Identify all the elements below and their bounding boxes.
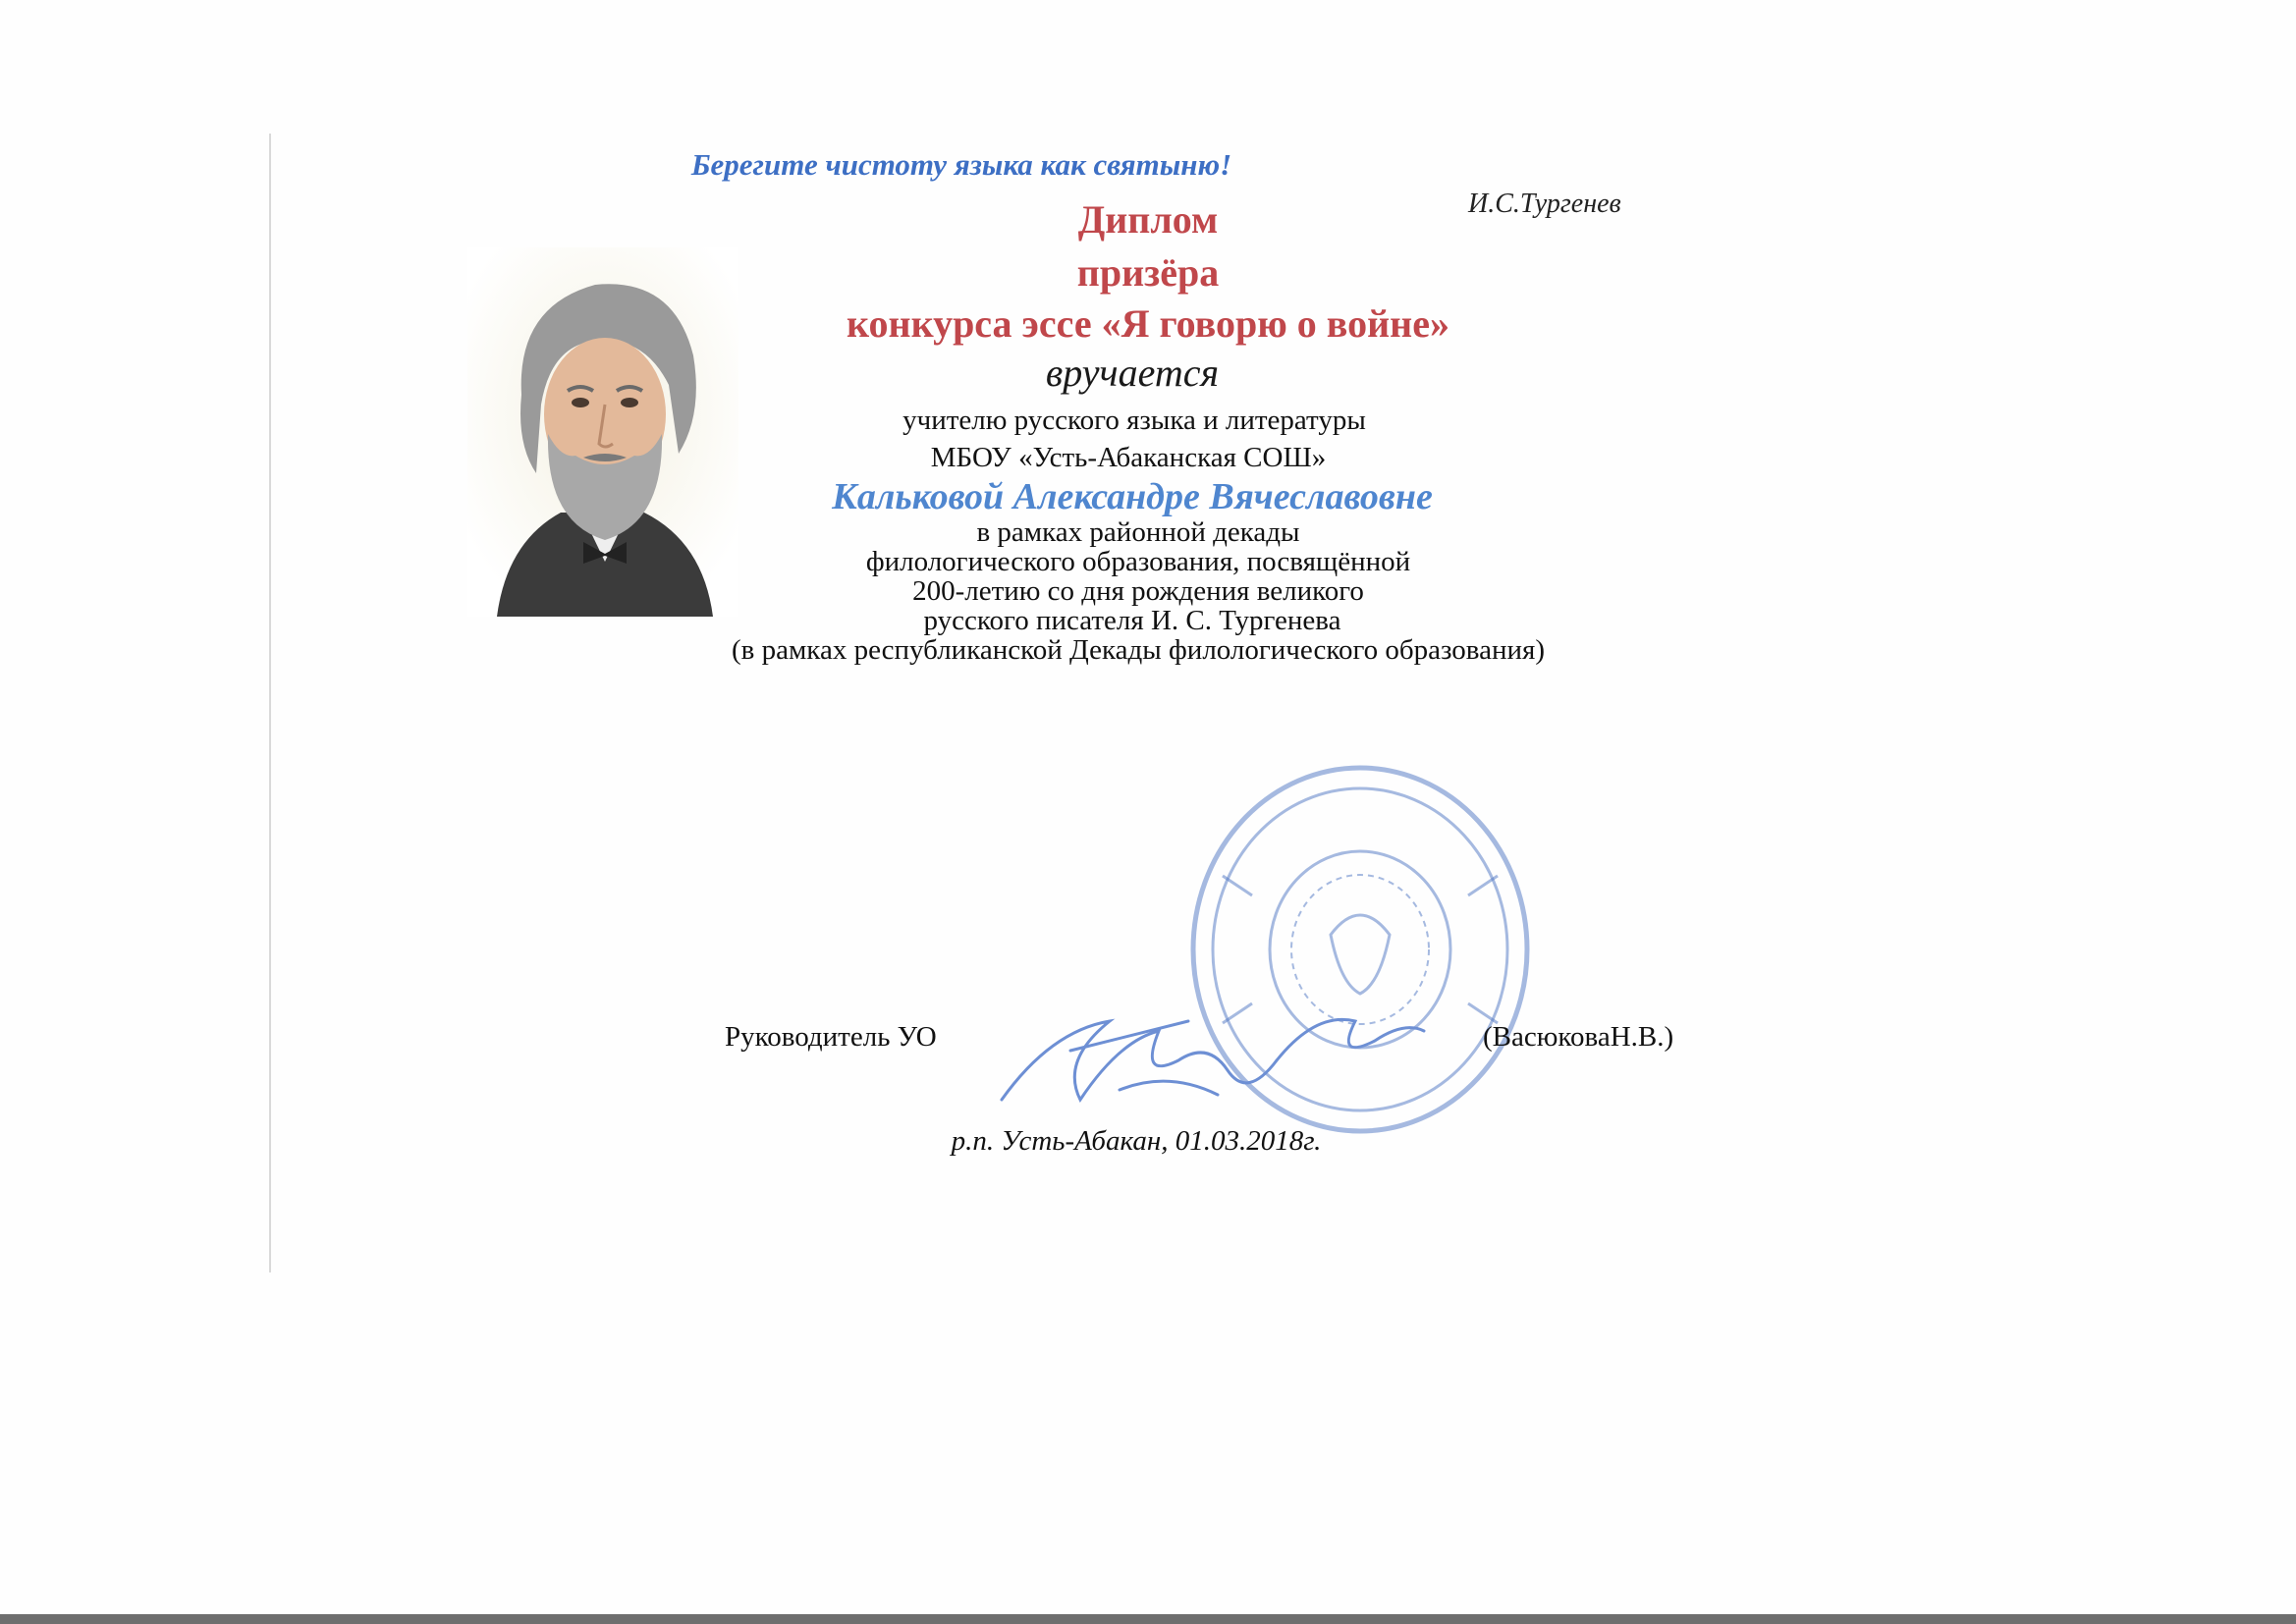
context-line-4: русского писателя И. С. Тургенева xyxy=(923,605,1341,636)
competition-name: конкурса эссе «Я говорю о войне» xyxy=(847,301,1449,346)
diploma-title: Диплом xyxy=(1077,197,1219,242)
diploma-subtitle: призёра xyxy=(1076,250,1220,295)
awarded-text: вручается xyxy=(1045,351,1220,395)
signature-position: Руководитель УО xyxy=(725,1021,937,1053)
recipient-school: МБОУ «Усть-Абаканская СОШ» xyxy=(930,442,1327,473)
signature-mark xyxy=(992,1001,1444,1119)
signer-name: (ВасюковаН.В.) xyxy=(1483,1021,1674,1053)
epigraph-author: И.С.Тургенев xyxy=(1468,189,1621,219)
place-and-date: р.п. Усть-Абакан, 01.03.2018г. xyxy=(951,1125,1322,1157)
context-line-2: филологического образования, посвящённой xyxy=(865,546,1411,577)
context-line-3: 200-летию со дня рождения великого xyxy=(912,575,1364,607)
scan-bottom-edge xyxy=(0,1614,2296,1624)
recipient-role: учителю русского языка и литературы xyxy=(902,405,1366,436)
epigraph xyxy=(0,147,2296,183)
epigraph-quote: Берегите чистоту языка как святыню! xyxy=(690,147,1232,182)
recipient-name: Кальковой Александре Вячеславовне xyxy=(832,476,1433,517)
context-line-1: в рамках районной декады xyxy=(976,516,1300,548)
context-line-5: (в рамках республиканской Декады филологического образования) xyxy=(731,634,1546,666)
